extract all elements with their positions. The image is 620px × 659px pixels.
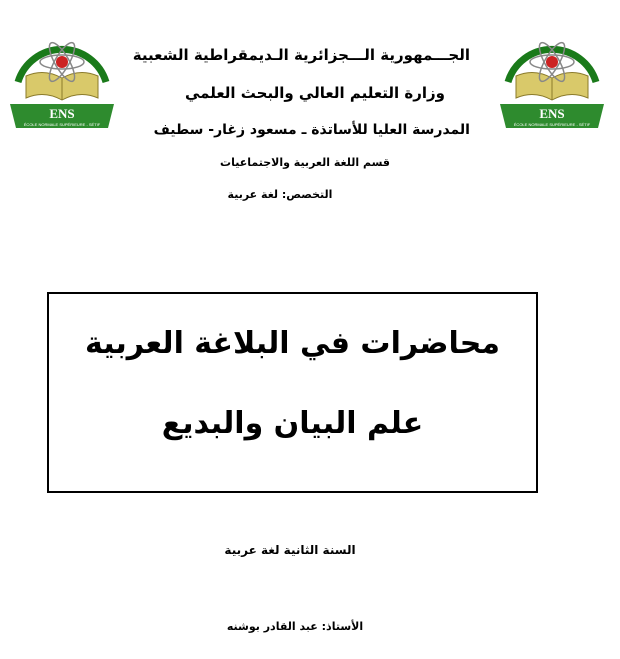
title-box	[47, 292, 538, 493]
book-icon	[26, 72, 98, 100]
document-subtitle: علم البيان والبديع	[161, 406, 424, 441]
logo-ens-text: ENS	[49, 106, 75, 121]
academic-year-label: السنة الثانية لغة عربية	[224, 543, 356, 557]
professor-label: الأستاذ: عبد القادر بوشنه	[226, 620, 364, 633]
logo-banner	[10, 104, 114, 128]
book-icon	[516, 72, 588, 100]
logo-subtitle: ÉCOLE NORMALE SUPÉRIEURE - SÉTIF	[513, 122, 591, 127]
document-title: محاضرات في البلاغة العربية	[85, 326, 500, 361]
department-label: قسم اللغة العربية والاجتماعيات	[220, 156, 390, 169]
specialty-label: التخصص: لغة عربية	[227, 188, 333, 201]
school-logo	[494, 20, 610, 130]
school-heading: المدرسة العليا للأساتذة ـ مسعود زغار- سطيف	[153, 122, 470, 138]
logo-banner	[500, 104, 604, 128]
republic-heading: الجـــمهورية الـــجزائرية الـديمقراطية الشعبية	[132, 46, 470, 64]
ministry-heading: وزارة التعليم العالي والبحث العلمي	[184, 84, 446, 102]
logo-ens-text: ENS	[539, 106, 565, 121]
school-logo	[4, 20, 120, 130]
logo-subtitle: ÉCOLE NORMALE SUPÉRIEURE - SÉTIF	[23, 122, 101, 127]
